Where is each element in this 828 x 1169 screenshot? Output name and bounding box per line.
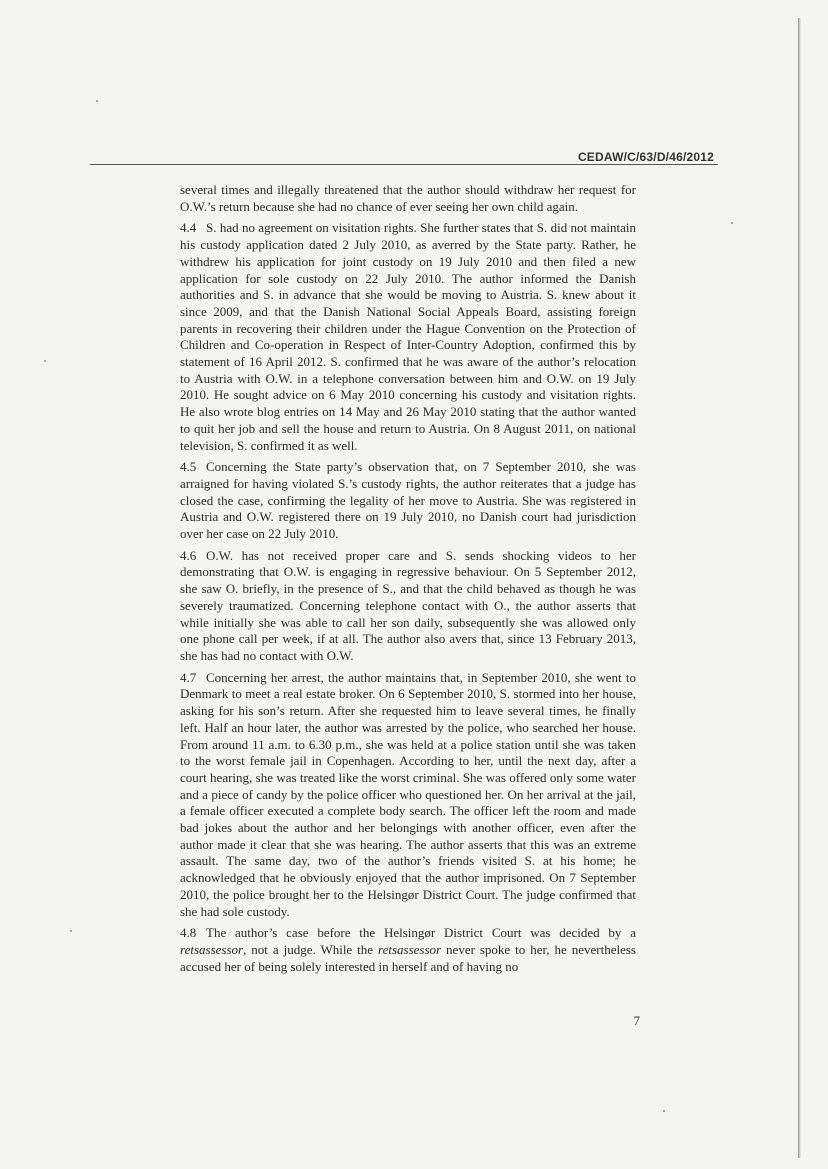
paragraph-text: , not a judge. While the xyxy=(243,941,378,957)
paragraph xyxy=(180,220,636,454)
paragraph-text: several times and illegally threatened that the author should withdraw her request for O.W.’s return because she had no chance of ever seeing her own child again. xyxy=(180,182,636,214)
paragraph xyxy=(180,182,636,215)
paragraph-text: S. had no agreement on visitation rights. She further states that S. did not maintain his custody application dated 2 July 2010, as averred by the State party. Rather, he withdrew his application for joint custody on 19 July 2010 and then filed a new application for sole custody on 22 July 2010. The author informed the Danish authorities and S. in advance that she would be moving to Austria. S. knew about it since 2009, and that the Danish National Social Appeals Board, assisting foreign parents in recovering their children under the Hague Convention on the Protection of Children and Co-operation in Respect of Inter-Country Adoption, confirmed this by statement of 16 April 2012. S. confirmed that he was aware of the author’s relocation to Austria with O.W. in a telephone conversation between him and O.W. on 19 July 2010. He sought advice on 6 May 2010 concerning his custody and visitation rights. He also wrote blog entries on 14 May and 26 May 2010 stating that the author wanted to quit her job and sell the house and return to Austria. On 8 August 2011, on national television, S. confirmed it as well. xyxy=(180,220,636,453)
scan-speck xyxy=(96,100,98,102)
scan-page-edge xyxy=(798,18,801,1158)
paragraph-text: O.W. has not received proper care and S. sends shocking videos to her demonstrating that O.W. is engaging in regressive behaviour. On 5 September 2012, she saw O. briefly, in the presence of S., and that the child behaved as though he was severely traumatized. Concerning telephone contact with O., the author asserts that while initially she was able to call her son daily, subsequently she was allowed only one phone call per week, if at all. The author also avers that, since 13 February 2013, she has had no contact with O.W. xyxy=(180,547,636,663)
document-code: CEDAW/C/63/D/46/2012 xyxy=(577,150,714,164)
paragraph-number: 4.6 xyxy=(180,547,197,563)
italic-term: retsassessor xyxy=(378,941,442,957)
page-number: 7 xyxy=(633,1013,640,1028)
paragraph-number: 4.4 xyxy=(180,220,197,236)
paragraph xyxy=(180,670,636,921)
scan-speck xyxy=(70,930,72,932)
scan-speck xyxy=(663,1110,665,1112)
paragraph-number: 4.5 xyxy=(180,459,197,475)
paragraph-number: 4.8 xyxy=(180,925,197,941)
paragraph xyxy=(180,548,636,665)
paragraph-number: 4.7 xyxy=(180,669,197,685)
scan-speck xyxy=(44,360,46,362)
paragraph xyxy=(180,459,636,543)
body-text xyxy=(180,182,636,980)
paragraph xyxy=(180,925,636,975)
paragraph-text: The author’s case before the Helsingør District Court was decided by a xyxy=(206,925,636,941)
scan-speck xyxy=(731,222,733,224)
italic-term: retsassessor xyxy=(180,941,244,957)
header-rule xyxy=(90,164,718,165)
paragraph-text: Concerning the State party’s observation that, on 7 September 2010, she was arraigned for having violated S.’s custody rights, the author reiterates that a judge has closed the case, confirming the legality of her move to Austria. She was registered in Austria and O.W. registered there on 19 July 2010, no Danish court had jurisdiction over her case on 22 July 2010. xyxy=(180,459,636,542)
paragraph-text: Concerning her arrest, the author maintains that, in September 2010, she went to Denmark to meet a real estate broker. On 6 September 2010, S. stormed into her house, asking for his son’s return. After she requested him to leave several times, he finally left. Half an hour later, the author was arrested by the police, who searched her house. From around 11 a.m. to 6.30 p.m., she was held at a police station until she was taken to the worst female jail in Copenhagen. According to her, until the next day, after a court hearing, she was treated like the worst criminal. She was offered only some water and a piece of candy by the police officer who questioned her. On her arrival at the jail, a female officer executed a complete body search. The officer left the room and made bad jokes about the author and her belongings with another officer, even after the author made it clear that she was hearing. The author asserts that this was an extreme assault. The same day, two of the author’s friends visited S. at his home; he acknowledged that he obviously enjoyed that the author imprisoned. On 7 September 2010, the police brought her to the Helsingør District Court. The judge confirmed that she had sole custody. xyxy=(180,669,636,919)
paragraph-text: never spoke to her, he nevertheless accused her of being solely interested in herself and of having no xyxy=(180,941,636,974)
